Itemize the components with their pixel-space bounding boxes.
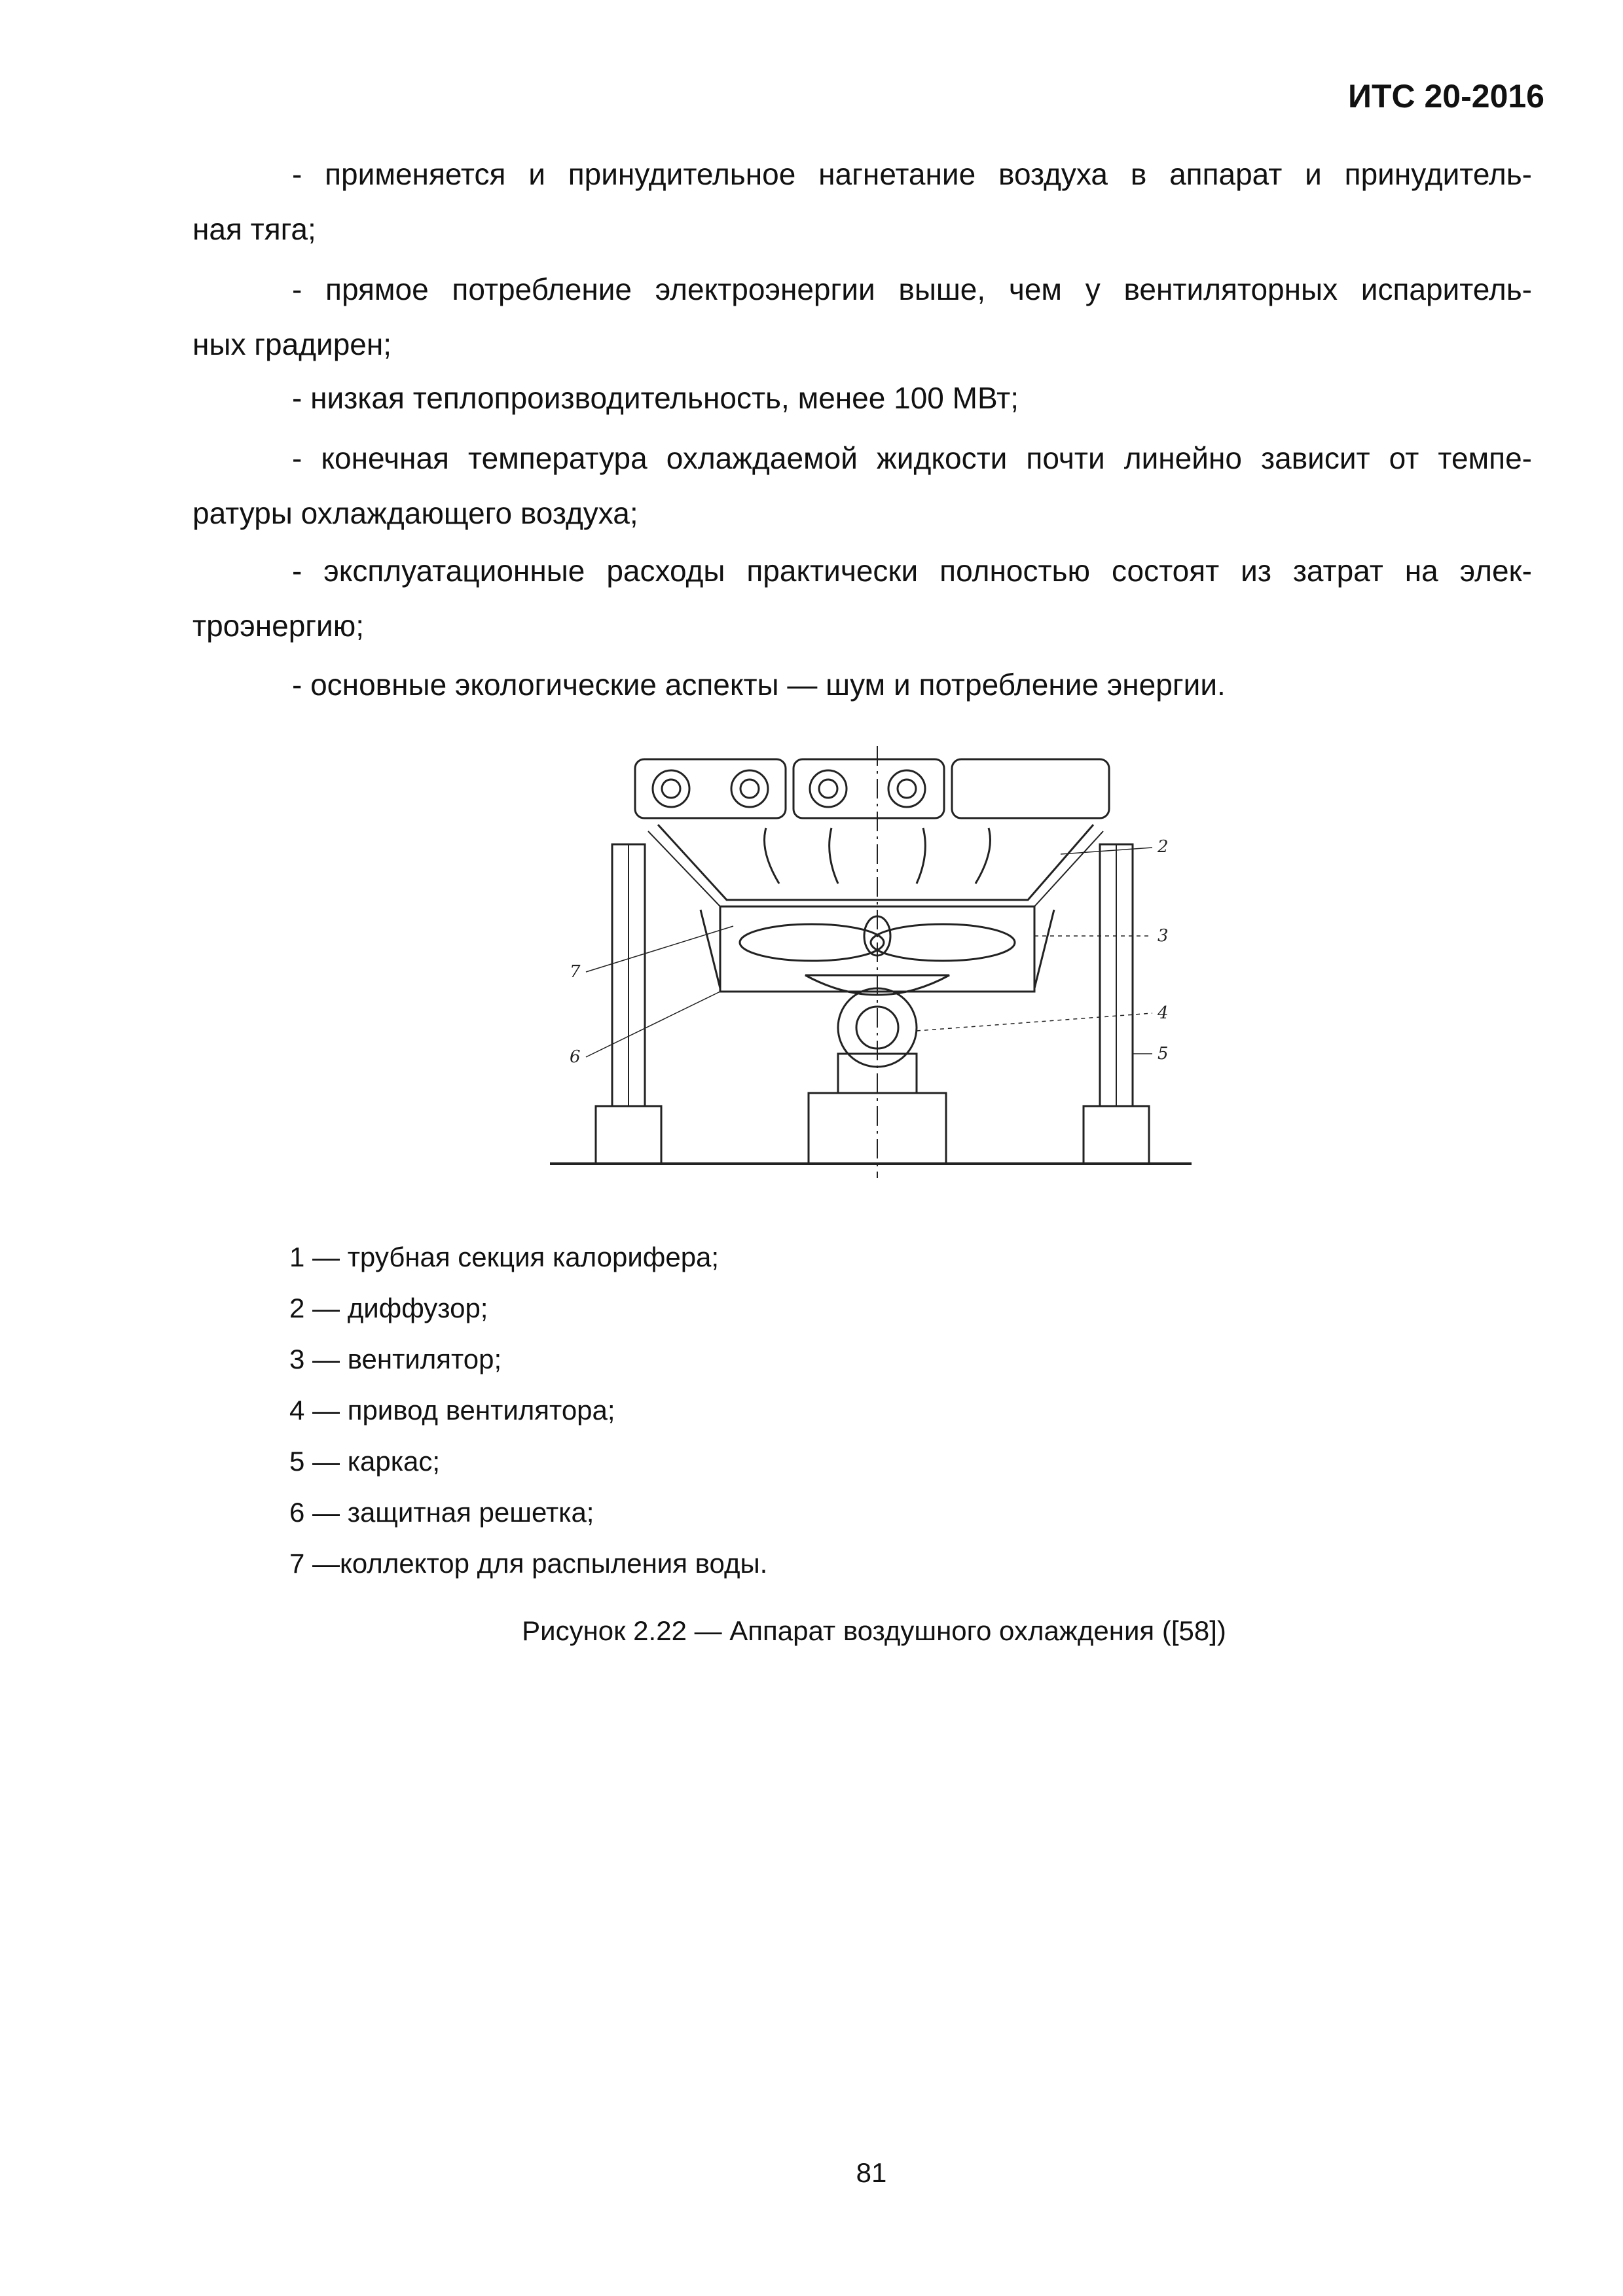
legend-item: 3 — вентилятор; xyxy=(289,1344,502,1374)
legend-item: 4 — привод вентилятора; xyxy=(289,1395,615,1426)
list-item-line-2: ратуры охлаждающего воздуха; xyxy=(192,496,638,530)
page-number: 81 xyxy=(856,2157,887,2188)
callout-6: 6 xyxy=(570,1047,581,1067)
list-item-line-1: - низкая теплопроизводительность, менее 100 МВт; xyxy=(292,381,1019,415)
list-item-line-1: - применяется и принудительное нагнетание воздуха в аппарат и принудитель- xyxy=(292,157,1532,191)
list-item xyxy=(192,657,1532,712)
air-cooler-drawing xyxy=(550,740,1192,1185)
callout-3: 3 xyxy=(1158,926,1169,946)
legend-item: 2 — диффузор; xyxy=(289,1293,488,1323)
list-item-line-2: ная тяга; xyxy=(192,212,316,246)
figure-legend xyxy=(289,1232,767,1589)
list-item xyxy=(192,543,1532,653)
list-item-line-2: ных градирен; xyxy=(192,327,392,361)
list-item-line-1: - основные экологические аспекты — шум и потребление энергии. xyxy=(292,668,1226,702)
list-item xyxy=(192,147,1532,257)
list-item-line-1: - эксплуатационные расходы практически полностью состоят из затрат на элек- xyxy=(292,554,1532,588)
legend-item: 7 —коллектор для распыления воды. xyxy=(289,1548,768,1579)
figure-caption: Рисунок 2.22 — Аппарат воздушного охлаждения ([58]) xyxy=(522,1615,1226,1646)
document-code-header: ИТС 20-2016 xyxy=(1348,78,1544,115)
list-item xyxy=(192,431,1532,541)
callout-7: 7 xyxy=(570,962,581,982)
legend-item: 1 — трубная секция калорифера; xyxy=(289,1242,720,1272)
callout-5: 5 xyxy=(1158,1044,1169,1064)
list-item xyxy=(192,370,1532,425)
callout-4: 4 xyxy=(1158,1003,1169,1023)
list-item-line-1: - конечная температура охлаждаемой жидкости почти линейно зависит от темпе- xyxy=(292,441,1532,475)
list-item-line-1: - прямое потребление электроэнергии выше, чем у вентиляторных испаритель- xyxy=(292,272,1532,306)
callout-2: 2 xyxy=(1158,837,1169,857)
list-item xyxy=(192,262,1532,372)
list-item-line-2: троэнергию; xyxy=(192,609,365,643)
legend-item: 5 — каркас; xyxy=(289,1446,441,1477)
legend-item: 6 — защитная решетка; xyxy=(289,1497,594,1528)
